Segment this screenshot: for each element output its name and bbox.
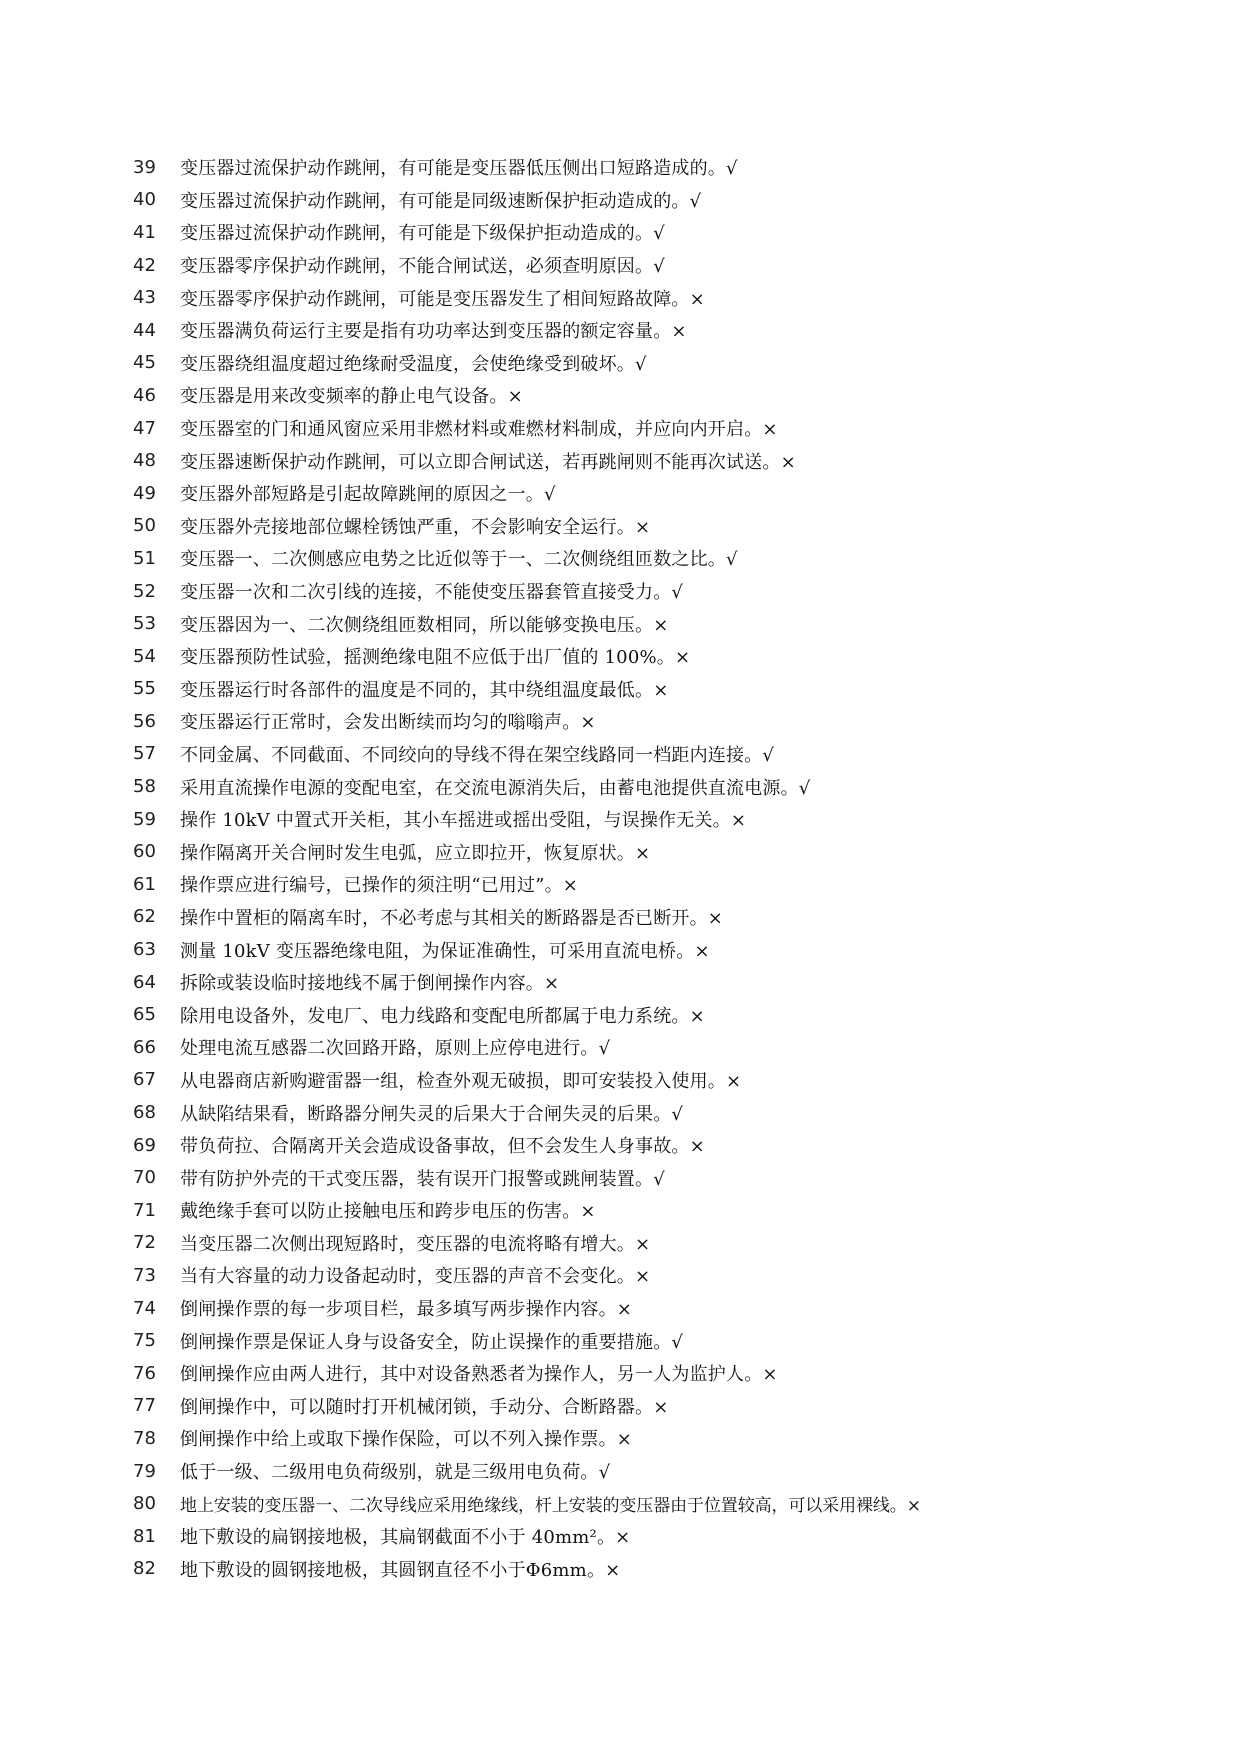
item-number: 70 xyxy=(133,1167,156,1189)
item-text: 除用电设备外，发电厂、电力线路和变配电所都属于电力系统。× xyxy=(180,1005,705,1027)
list-item xyxy=(133,1520,1143,1553)
list-item xyxy=(133,1390,1143,1423)
item-number: 49 xyxy=(133,482,156,504)
item-text: 处理电流互感器二次回路开路，原则上应停电进行。√ xyxy=(180,1038,611,1060)
list-item xyxy=(133,1031,1143,1064)
item-number: 73 xyxy=(133,1264,156,1286)
item-text: 地上安装的变压器一、二次导线应采用绝缘线，杆上安装的变压器由于位置较高，可以采用裸线。× xyxy=(180,1496,921,1517)
list-item xyxy=(133,1096,1143,1129)
item-number: 64 xyxy=(133,971,156,993)
item-text: 变压器是用来改变频率的静止电气设备。× xyxy=(180,386,523,408)
item-text: 变压器室的门和通风窗应采用非燃材料或难燃材料制成，并应向内开启。× xyxy=(180,419,778,441)
list-item xyxy=(133,347,1143,380)
item-number: 41 xyxy=(133,221,156,243)
list-item xyxy=(133,575,1143,608)
item-number: 44 xyxy=(133,319,156,341)
item-text: 地下敷设的圆钢接地极，其圆钢直径不小于Φ6mm。× xyxy=(180,1559,621,1581)
item-number: 63 xyxy=(133,939,156,961)
item-number: 51 xyxy=(133,547,156,569)
item-text: 从电器商店新购避雷器一组，检查外观无破损，即可安装投入使用。× xyxy=(180,1070,742,1092)
item-number: 67 xyxy=(133,1069,156,1091)
item-text: 操作 10kV 中置式开关柜，其小车摇进或摇出受阻，与误操作无关。× xyxy=(180,810,747,832)
item-number: 45 xyxy=(133,352,156,374)
item-text: 拆除或装设临时接地线不属于倒闸操作内容。× xyxy=(180,973,560,995)
item-number: 71 xyxy=(133,1199,156,1221)
item-number: 54 xyxy=(133,645,156,667)
item-number: 56 xyxy=(133,710,156,732)
item-number: 69 xyxy=(133,1134,156,1156)
list-item xyxy=(133,1064,1143,1097)
item-number: 81 xyxy=(133,1525,156,1547)
item-number: 74 xyxy=(133,1297,156,1319)
list-item xyxy=(133,542,1143,575)
list-item xyxy=(133,770,1143,803)
item-number: 78 xyxy=(133,1427,156,1449)
item-number: 48 xyxy=(133,450,156,472)
item-text: 当有大容量的动力设备起动时，变压器的声音不会变化。× xyxy=(180,1266,651,1288)
item-number: 43 xyxy=(133,287,156,309)
item-number: 58 xyxy=(133,776,156,798)
list-item xyxy=(133,1455,1143,1488)
list-item xyxy=(133,673,1143,706)
item-text: 变压器外部短路是引起故障跳闸的原因之一。√ xyxy=(180,484,556,506)
item-number: 47 xyxy=(133,417,156,439)
list-item xyxy=(133,1259,1143,1292)
list-item xyxy=(133,216,1143,249)
item-text: 从缺陷结果看，断路器分闸失灵的后果大于合闸失灵的后果。√ xyxy=(180,1103,684,1125)
item-text: 倒闸操作中，可以随时打开机械闭锁，手动分、合断路器。× xyxy=(180,1396,669,1418)
list-item xyxy=(133,640,1143,673)
list-item xyxy=(133,901,1143,934)
list-item xyxy=(133,412,1143,445)
item-text: 倒闸操作票是保证人身与设备安全，防止误操作的重要措施。√ xyxy=(180,1331,684,1353)
item-text: 采用直流操作电源的变配电室，在交流电源消失后，由蓄电池提供直流电源。√ xyxy=(180,777,811,799)
list-item xyxy=(133,1422,1143,1455)
item-text: 测量 10kV 变压器绝缘电阻，为保证准确性，可采用直流电桥。× xyxy=(180,940,710,962)
question-list xyxy=(133,151,1143,1585)
item-text: 操作隔离开关合闸时发生电弧，应立即拉开，恢复原状。× xyxy=(180,842,651,864)
item-number: 39 xyxy=(133,156,156,178)
item-number: 76 xyxy=(133,1362,156,1384)
item-text: 不同金属、不同截面、不同绞向的导线不得在架空线路同一档距内连接。√ xyxy=(180,744,775,766)
item-text: 变压器绕组温度超过绝缘耐受温度，会使绝缘受到破坏。√ xyxy=(180,353,647,375)
item-number: 80 xyxy=(133,1493,156,1515)
item-number: 46 xyxy=(133,384,156,406)
list-item xyxy=(133,1357,1143,1390)
item-text: 变压器满负荷运行主要是指有功功率达到变压器的额定容量。× xyxy=(180,321,687,343)
item-text: 带负荷拉、合隔离开关会造成设备事故，但不会发生人身事故。× xyxy=(180,1136,705,1158)
list-item xyxy=(133,1194,1143,1227)
list-item xyxy=(133,314,1143,347)
item-text: 倒闸操作应由两人进行，其中对设备熟悉者为操作人，另一人为监护人。× xyxy=(180,1364,778,1386)
item-number: 40 xyxy=(133,189,156,211)
item-text: 当变压器二次侧出现短路时，变压器的电流将略有增大。× xyxy=(180,1233,651,1255)
item-number: 52 xyxy=(133,580,156,602)
item-number: 53 xyxy=(133,613,156,635)
item-text: 倒闸操作中给上或取下操作保险，可以不列入操作票。× xyxy=(180,1429,633,1451)
list-item xyxy=(133,1227,1143,1260)
item-number: 57 xyxy=(133,743,156,765)
item-text: 变压器零序保护动作跳闸，不能合闸试送，必须查明原因。√ xyxy=(180,256,665,278)
item-text: 变压器一、二次侧感应电势之比近似等于一、二次侧绕组匝数之比。√ xyxy=(180,549,738,571)
item-text: 变压器运行正常时，会发出断续而均匀的嗡嗡声。× xyxy=(180,712,596,734)
list-item xyxy=(133,477,1143,510)
list-item xyxy=(133,607,1143,640)
item-number: 82 xyxy=(133,1558,156,1580)
item-text: 变压器零序保护动作跳闸，可能是变压器发生了相间短路故障。× xyxy=(180,288,705,310)
item-text: 操作票应进行编号，已操作的须注明“已用过”。× xyxy=(180,875,579,897)
list-item xyxy=(133,998,1143,1031)
item-number: 66 xyxy=(133,1036,156,1058)
list-item xyxy=(133,1487,1143,1520)
item-number: 75 xyxy=(133,1330,156,1352)
item-number: 77 xyxy=(133,1395,156,1417)
item-text: 变压器过流保护动作跳闸，有可能是变压器低压侧出口短路造成的。√ xyxy=(180,158,738,180)
list-item xyxy=(133,966,1143,999)
item-number: 50 xyxy=(133,515,156,537)
list-item xyxy=(133,249,1143,282)
item-text: 变压器因为一、二次侧绕组匝数相同，所以能够变换电压。× xyxy=(180,614,669,636)
list-item xyxy=(133,705,1143,738)
item-text: 变压器预防性试验，摇测绝缘电阻不应低于出厂值的 100%。× xyxy=(180,647,691,669)
item-number: 65 xyxy=(133,1004,156,1026)
item-number: 42 xyxy=(133,254,156,276)
list-item xyxy=(133,444,1143,477)
list-item xyxy=(133,184,1143,217)
list-item xyxy=(133,835,1143,868)
item-text: 倒闸操作票的每一步项目栏，最多填写两步操作内容。× xyxy=(180,1299,633,1321)
item-text: 地下敷设的扁钢接地极，其扁钢截面不小于 40mm²。× xyxy=(180,1527,631,1549)
item-text: 变压器运行时各部件的温度是不同的，其中绕组温度最低。× xyxy=(180,679,669,701)
item-text: 操作中置柜的隔离车时，不必考虑与其相关的断路器是否已断开。× xyxy=(180,907,724,929)
item-number: 68 xyxy=(133,1102,156,1124)
list-item xyxy=(133,281,1143,314)
item-number: 72 xyxy=(133,1232,156,1254)
list-item xyxy=(133,510,1143,543)
item-number: 62 xyxy=(133,906,156,928)
item-text: 戴绝缘手套可以防止接触电压和跨步电压的伤害。× xyxy=(180,1201,596,1223)
list-item xyxy=(133,933,1143,966)
item-text: 低于一级、二级用电负荷级别，就是三级用电负荷。√ xyxy=(180,1462,611,1484)
list-item xyxy=(133,1129,1143,1162)
list-item xyxy=(133,1324,1143,1357)
item-number: 79 xyxy=(133,1460,156,1482)
list-item xyxy=(133,868,1143,901)
item-text: 变压器外壳接地部位螺栓锈蚀严重，不会影响安全运行。× xyxy=(180,516,651,538)
list-item xyxy=(133,1292,1143,1325)
list-item xyxy=(133,151,1143,184)
item-number: 59 xyxy=(133,808,156,830)
item-number: 61 xyxy=(133,873,156,895)
list-item xyxy=(133,738,1143,771)
item-text: 变压器一次和二次引线的连接，不能使变压器套管直接受力。√ xyxy=(180,582,684,604)
item-text: 变压器速断保护动作跳闸，可以立即合闸试送，若再跳闸则不能再次试送。× xyxy=(180,451,796,473)
item-text: 变压器过流保护动作跳闸，有可能是同级速断保护拒动造成的。√ xyxy=(180,190,702,212)
list-item xyxy=(133,379,1143,412)
item-text: 变压器过流保护动作跳闸，有可能是下级保护拒动造成的。√ xyxy=(180,223,665,245)
list-item xyxy=(133,803,1143,836)
list-item xyxy=(133,1161,1143,1194)
list-item xyxy=(133,1553,1143,1586)
item-number: 60 xyxy=(133,841,156,863)
item-number: 55 xyxy=(133,678,156,700)
item-text: 带有防护外壳的干式变压器，装有误开门报警或跳闸装置。√ xyxy=(180,1168,665,1190)
